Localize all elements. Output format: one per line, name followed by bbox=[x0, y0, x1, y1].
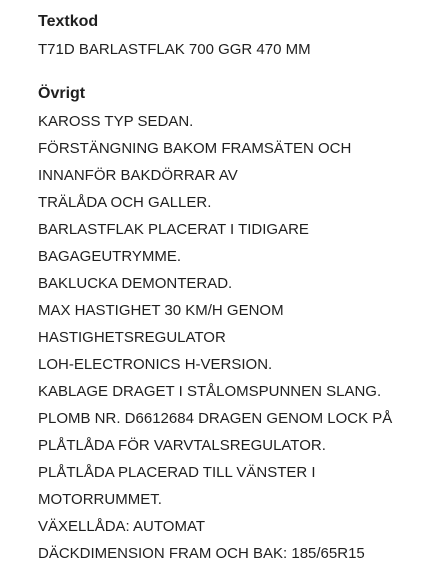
ovrigt-line: PLÅTLÅDA PLACERAD TILL VÄNSTER I bbox=[38, 464, 316, 481]
ovrigt-line: DÄCKDIMENSION FRAM OCH BAK: 185/65R15 bbox=[38, 545, 365, 562]
ovrigt-lines bbox=[38, 108, 392, 567]
ovrigt-line: BARLASTFLAK PLACERAT I TIDIGARE bbox=[38, 221, 309, 238]
ovrigt-line: FÖRSTÄNGNING BAKOM FRAMSÄTEN OCH bbox=[38, 140, 352, 157]
ovrigt-line: KABLAGE DRAGET I STÅLOMSPUNNEN SLANG. bbox=[38, 383, 382, 400]
textkod-value: T71D BARLASTFLAK 700 GGR 470 MM bbox=[38, 41, 311, 58]
ovrigt-line: PLÅTLÅDA FÖR VARVTALSREGULATOR. bbox=[38, 437, 326, 454]
ovrigt-line: MOTORRUMMET. bbox=[38, 491, 162, 508]
ovrigt-line: KAROSS TYP SEDAN. bbox=[38, 113, 194, 130]
ovrigt-line: LOH-ELECTRONICS H-VERSION. bbox=[38, 356, 273, 373]
ovrigt-line: HASTIGHETSREGULATOR bbox=[38, 329, 226, 346]
ovrigt-line: INNANFÖR BAKDÖRRAR AV bbox=[38, 167, 238, 184]
ovrigt-heading: Övrigt bbox=[38, 85, 86, 102]
ovrigt-line: VÄXELLÅDA: AUTOMAT bbox=[38, 518, 205, 535]
textkod-section bbox=[38, 12, 311, 63]
textkod-heading: Textkod bbox=[38, 13, 99, 30]
ovrigt-line: TRÄLÅDA OCH GALLER. bbox=[38, 194, 212, 211]
ovrigt-section bbox=[38, 84, 392, 567]
ovrigt-line: MAX HASTIGHET 30 KM/H GENOM bbox=[38, 302, 284, 319]
ovrigt-line: BAKLUCKA DEMONTERAD. bbox=[38, 275, 233, 292]
ovrigt-line: PLOMB NR. D6612684 DRAGEN GENOM LOCK PÅ bbox=[38, 410, 393, 427]
ovrigt-line: BAGAGEUTRYMME. bbox=[38, 248, 182, 265]
